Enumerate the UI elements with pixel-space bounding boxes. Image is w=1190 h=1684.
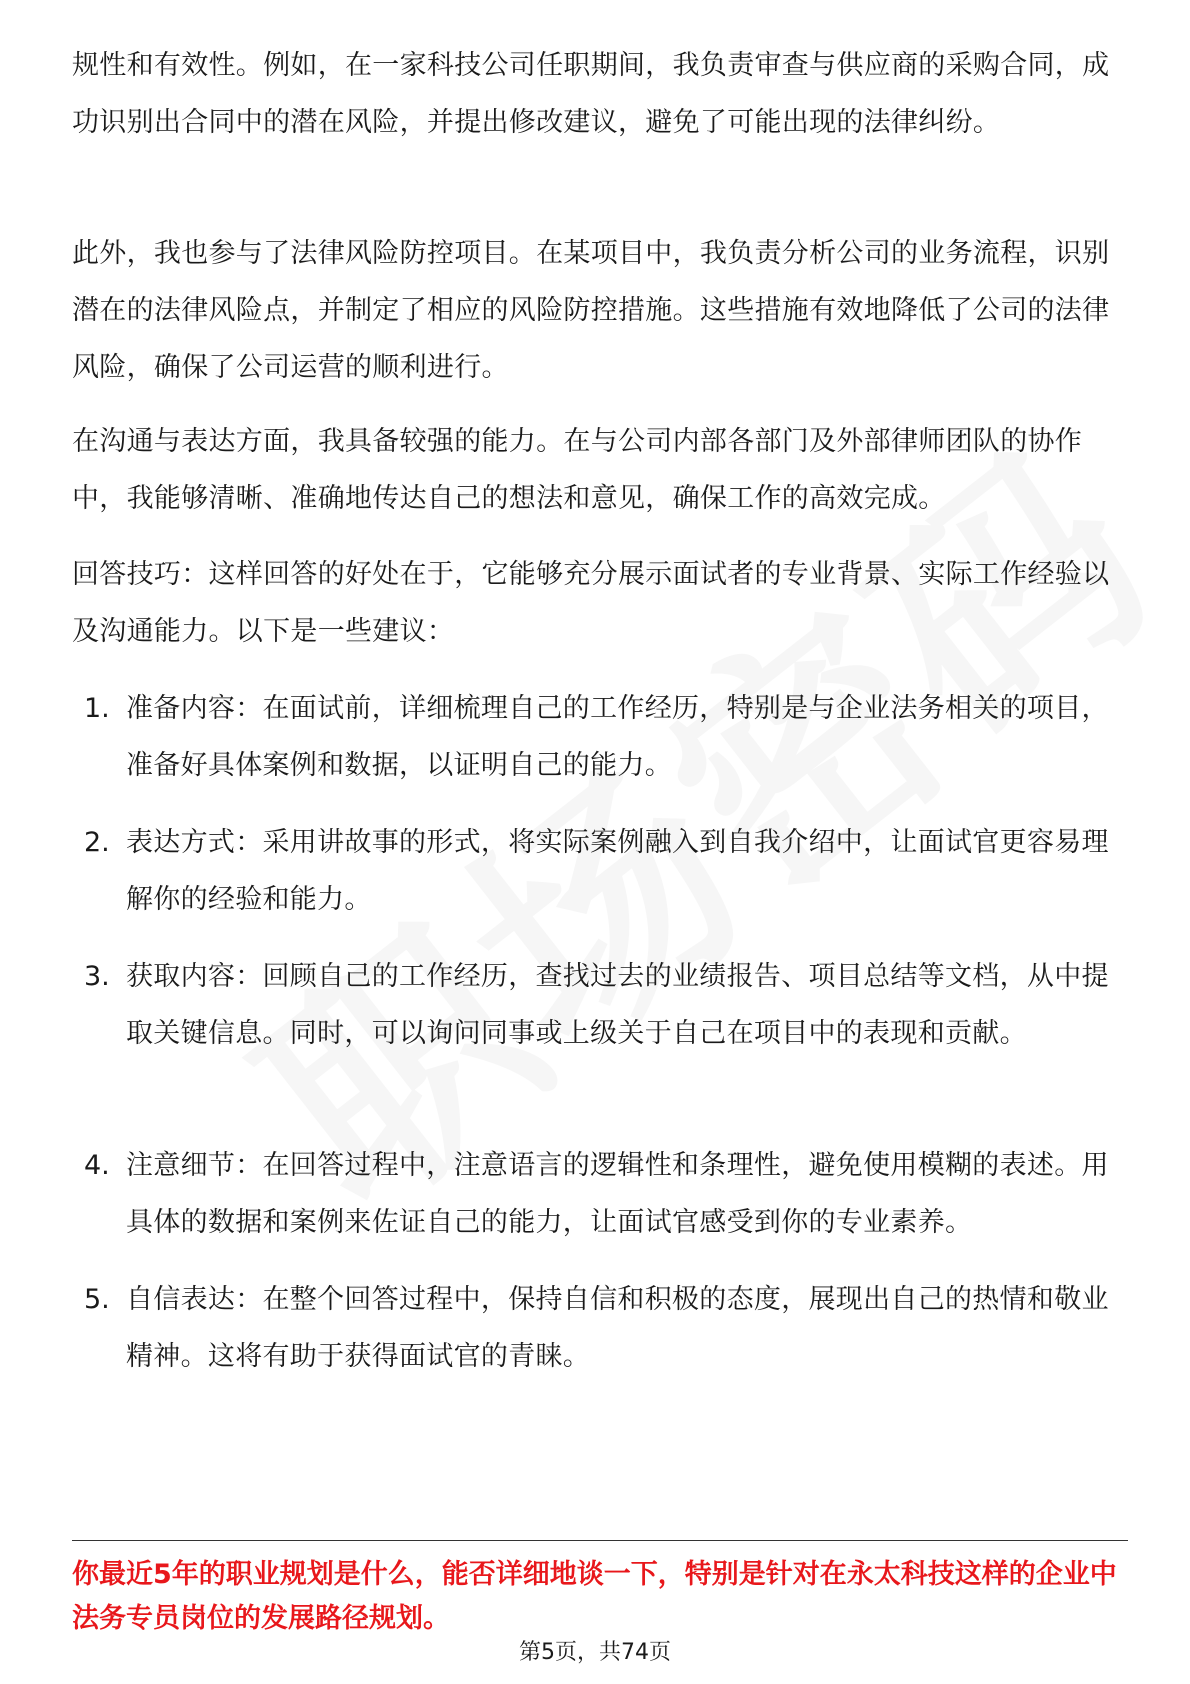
list-item-number: 4. <box>84 1150 110 1181</box>
list-item-text: 自信表达：在整个回答过程中，保持自信和积极的态度，展现出自己的热情和敬业精神。这将有助于获得面试官的青睐。 <box>126 1284 1109 1372</box>
paragraph-risk-control: 此外，我也参与了法律风险防控项目。在某项目中，我负责分析公司的业务流程，识别潜在的法律风险点，并制定了相应的风险防控措施。这些措施有效地降低了公司的法律风险，确保了公司运营的顺利进行。 <box>72 238 1110 383</box>
list-item-number: 1. <box>84 693 110 724</box>
list-item-text: 注意细节：在回答过程中，注意语言的逻辑性和条理性，避免使用模糊的表述。用具体的数据和案例来佐证自己的能力，让面试官感受到你的专业素养。 <box>126 1150 1109 1238</box>
section-divider <box>72 1540 1128 1541</box>
paragraph-contract-review: 规性和有效性。例如，在一家科技公司任职期间，我负责审查与供应商的采购合同，成功识别出合同中的潜在风险，并提出修改建议，避免了可能出现的法律纠纷。 <box>72 50 1110 138</box>
list-item-text: 获取内容：回顾自己的工作经历，查找过去的业绩报告、项目总结等文档，从中提取关键信息。同时，可以询问同事或上级关于自己在项目中的表现和贡献。 <box>126 961 1109 1049</box>
list-item-number: 5. <box>84 1284 110 1315</box>
next-question: 你最近5年的职业规划是什么，能否详细地谈一下，特别是针对在永太科技这样的企业中法务专员岗位的发展路径规划。 <box>72 1559 1117 1634</box>
paragraph-communication: 在沟通与表达方面，我具备较强的能力。在与公司内部各部门及外部律师团队的协作中，我能够清晰、准确地传达自己的想法和意见，确保工作的高效完成。 <box>72 426 1083 514</box>
list-item-number: 2. <box>84 827 110 858</box>
list-item-text: 准备内容：在面试前，详细梳理自己的工作经历，特别是与企业法务相关的项目，准备好具体案例和数据，以证明自己的能力。 <box>126 693 1109 781</box>
list-item-number: 3. <box>84 961 110 992</box>
paragraph-answer-tips-intro: 回答技巧：这样回答的好处在于，它能够充分展示面试者的专业背景、实际工作经验以及沟通能力。以下是一些建议： <box>72 559 1110 647</box>
page-number: 第5页，共74页 <box>519 1640 671 1665</box>
list-item-text: 表达方式：采用讲故事的形式，将实际案例融入到自我介绍中，让面试官更容易理解你的经验和能力。 <box>126 827 1109 915</box>
